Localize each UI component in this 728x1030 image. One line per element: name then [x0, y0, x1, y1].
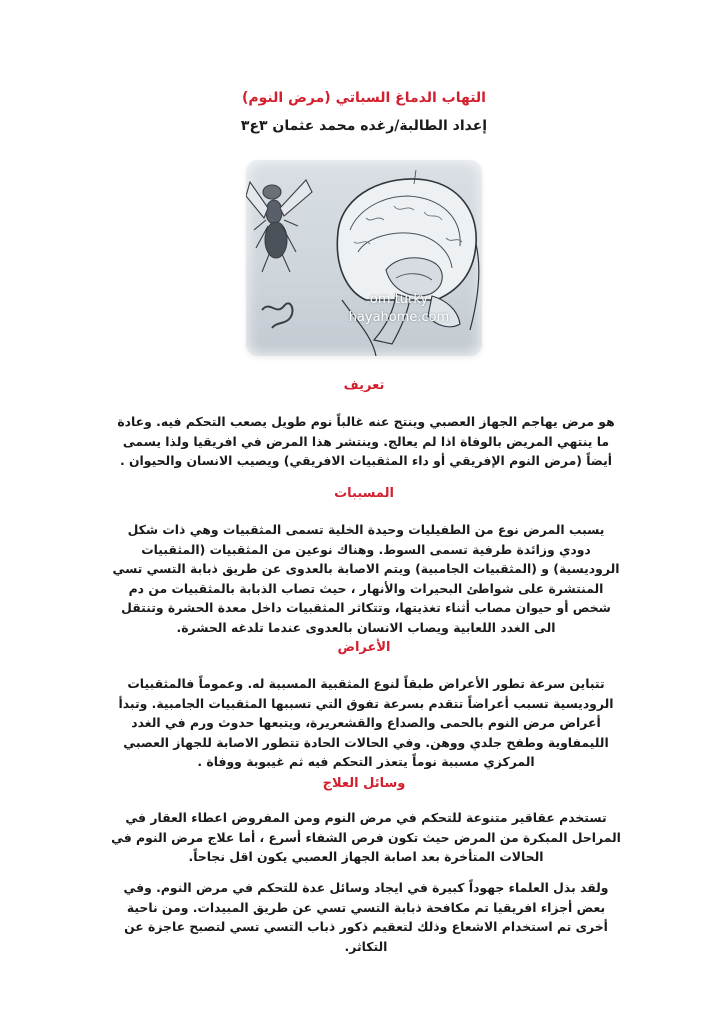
document-author: إعداد الطالبة/رغده محمد عثمان ٣ع٣ [240, 118, 488, 134]
brain-illustration [246, 160, 482, 356]
brain-fly-sketch [246, 160, 482, 356]
paragraph-causes: يسبب المرض نوع من الطفيليات وحيدة الخلية تسمى المثقبيات وهي ذات شكل دودي وزائدة طرفية تسمى السوط. وهناك نوعين من المثقبيات (المثقبيات الروديسية) و (المثقبيات الجامبية) ويتم الاصابة بالعدوى عن طريق ذبابة التسي تسي المنتشرة على شواطئ البحيرات والأنهار ، حيث تصاب الذبابة بالمثقبيات من دم شخص أو حيوان مصاب أثناء تغذيتها، وتتكاثر المثقبيات داخل معدة الحشرة وتنتقل الى الغدد اللعابية ويصاب الانسان بالعدوى عندما تلدغه الحشرة. [112, 522, 620, 635]
brain-drawing [337, 179, 479, 356]
section-heading-causes: المسببات [334, 486, 394, 501]
paragraph-treatment-2: ولقد بذل العلماء جهوداً كبيرة في ايجاد وسائل عدة للتحكم في مرض النوم. وفي بعض أجزاء افريقيا تم مكافحة ذبابة التسي تسي عن طريق المبيدات. ومن ناحية أخرى تم استخدام الاشعاع وذلك لتعقيم ذكور ذباب التسي تسي لتصبح عاجزة عن التكاثر. [123, 880, 609, 954]
section-heading-treatment: وسائل العلاج [322, 776, 406, 791]
section-heading-symptoms: الأعراض [337, 640, 391, 655]
document-title: التهاب الدماغ السباتي (مرض النوم) [242, 90, 486, 106]
paragraph-symptoms: تتباين سرعة تطور الأعراض طبقاً لنوع المثقبية المسببة له. وعموماً فالمثقبيات الروديسية تسبب أعراضاً تتقدم بسرعة تفوق التي تسببها المثقبيات الجامبية. وتبدأ أعراض مرض النوم بالحمى والصداع والقشعريرة، ويتبعها حدوث ورم في الغدد الليمفاوية وطفح جلدي ووهن. وفي الحالات الحادة تتطور الاصابة للجهاز العصبي المركزي مسببة نوماً يتعذر التحكم فيه ثم غيبوبة ووفاة . [118, 676, 614, 769]
paragraph-definition: هو مرض يهاجم الجهاز العصبي وينتج عنه غالباً نوم طويل يصعب التحكم فيه. وعادة ما ينتهي المريض بالوفاة اذا لم يعالج. وينتشر هذا المرض في افريقيا ولذا يسمى أيضاً (مرض النوم الإفريقي أو داء المثقبيات الافريقي) ويصيب الانسان والحيوان . [117, 414, 615, 468]
parasite-drawing [262, 303, 292, 328]
section-heading-definition: تعريف [343, 378, 385, 393]
watermark-line-1: om turky [369, 292, 429, 307]
fly-drawing [246, 180, 312, 272]
paragraph-treatment-1: تستخدم عقاقير متنوعة للتحكم في مرض النوم ومن المفروض اعطاء العقار في المراحل المبكرة من المرض حيث تكون فرص الشفاء أسرع ، أما علاج مرض النوم في الحالات المتأخرة بعد اصابة الجهاز العصبي يكون اقل نجاحاً. [111, 810, 621, 864]
watermark-line-2: hayahome.com [348, 310, 450, 325]
